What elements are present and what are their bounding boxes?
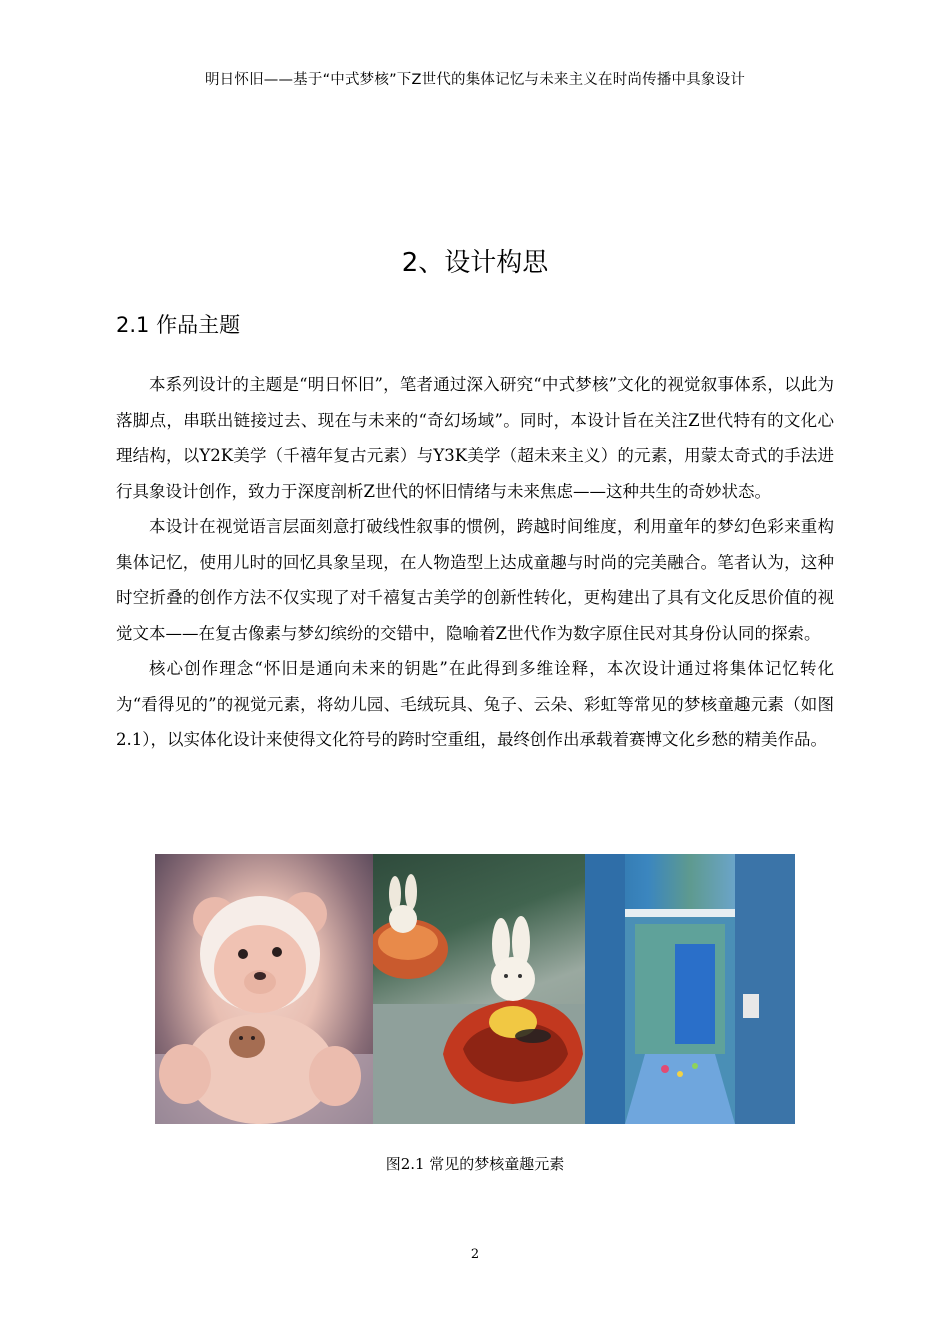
hallway-illustration <box>585 854 795 1124</box>
figure-caption: 图2.1 常见的梦核童趣元素 <box>385 1155 565 1173</box>
page-number: 2 <box>470 1247 480 1262</box>
teddy-bear-illustration <box>155 854 373 1124</box>
bumper-car-illustration <box>373 854 585 1124</box>
paragraph-2: 本设计在视觉语言层面刻意打破线性叙事的惯例，跨越时间维度，利用童年的梦幻色彩来重构集体记忆，使用儿时的回忆具象呈现，在人物造型上达成童趣与时尚的完美融合。笔者认为，这种时空折叠的创作方法不仅实现了对千禧复古美学的创新性转化，更构建出了具有文化反思价值的视觉文本——在复古像素与梦幻缤纷的交错中，隐喻着Z世代作为数字原住民对其身份认同的探索。 <box>116 517 834 643</box>
section-heading: 2.1 作品主题 <box>116 313 241 337</box>
running-header: 明日怀旧——基于“中式梦核”下Z世代的集体记忆与未来主义在时尚传播中具象设计 <box>204 72 746 88</box>
kindergarten-hallway-photo <box>585 854 795 1124</box>
chapter-title: 2、设计构思 <box>401 248 549 278</box>
teddy-bear-photo <box>155 854 373 1124</box>
body-text <box>116 367 834 758</box>
bumper-car-rabbits-photo <box>373 854 585 1124</box>
paragraph-3: 核心创作理念“怀旧是通向未来的钥匙”在此得到多维诠释，本次设计通过将集体记忆转化为“看得见的”的视觉元素，将幼儿园、毛绒玩具、兔子、云朵、彩虹等常见的梦核童趣元素（如图2.1），以实体化设计来使得文化符号的跨时空重组，最终创作出承载着赛博文化乡愁的精美作品。 <box>116 659 834 749</box>
figure-photo-strip <box>155 854 795 1124</box>
paragraph-1: 本系列设计的主题是“明日怀旧”，笔者通过深入研究“中式梦核”文化的视觉叙事体系，以此为落脚点，串联出链接过去、现在与未来的“奇幻场域”。同时，本设计旨在关注Z世代特有的文化心理结构，以Y2K美学（千禧年复古元素）与Y3K美学（超未来主义）的元素，用蒙太奇式的手法进行具象设计创作，致力于深度剖析Z世代的怀旧情绪与未来焦虑——这种共生的奇妙状态。 <box>116 375 834 501</box>
